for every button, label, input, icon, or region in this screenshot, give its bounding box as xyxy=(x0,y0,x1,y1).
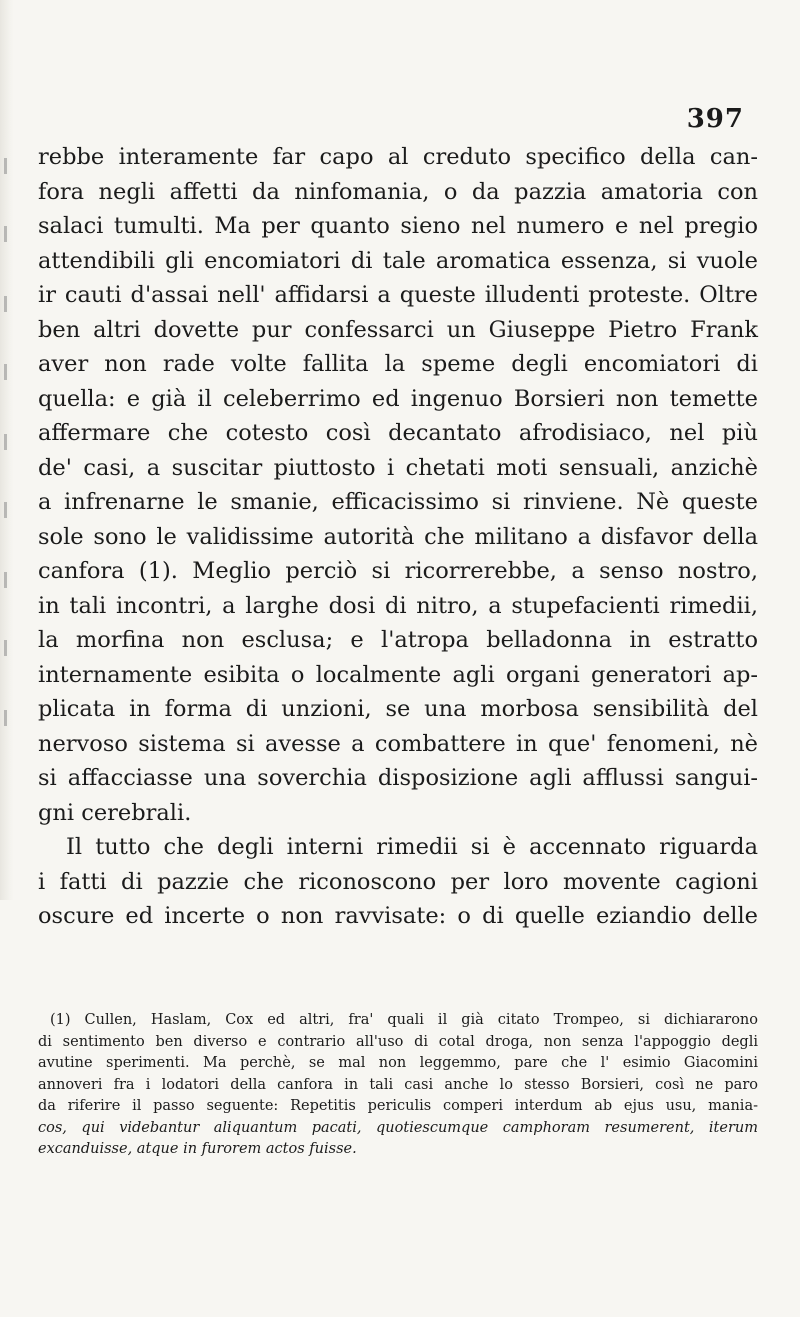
text-line: salaci tumulti. Ma per quanto sieno nel numero e nel pregio xyxy=(38,213,758,239)
text-line: Il tutto che degli interni rimedii si è accennato riguarda xyxy=(66,834,758,860)
footnote-line: da riferire il passo seguente: Repetitis periculis comperi interdum ab ejus usu, mania- xyxy=(38,1098,758,1114)
gutter-mark xyxy=(4,572,7,588)
text-line: oscure ed incerte o non ravvisate: o di quelle eziandio delle xyxy=(38,903,758,929)
page-number: 397 xyxy=(686,104,744,134)
text-line: gni cerebrali. xyxy=(38,799,192,826)
footnote-line: (1) Cullen, Haslam, Cox ed altri, fra' quali il già citato Trompeo, si dichiararono xyxy=(50,1012,758,1028)
text-line: fora negli affetti da ninfomania, o da pazzia amatoria con xyxy=(38,178,758,205)
text-line: canfora (1). Meglio perciò si ricorrerebbe, a senso nostro, xyxy=(38,558,758,584)
footnote-line: excanduisse, atque in furorem actos fuisse. xyxy=(38,1141,357,1157)
text-line: affermare che cotesto così decantato afrodisiaco, nel più xyxy=(38,420,758,446)
text-line: si affacciasse una soverchia disposizione agli afflussi sangui- xyxy=(38,765,758,791)
gutter-mark xyxy=(4,364,7,380)
text-line: rebbe interamente far capo al creduto specifico della can- xyxy=(38,144,758,170)
text-line: attendibili gli encomiatori di tale aromatica essenza, si vuole xyxy=(38,247,758,274)
footnote-line: cos, qui videbantur aliquantum pacati, quotiescumque camphoram resumerent, iterum xyxy=(38,1119,758,1136)
footnote-line: annoveri fra i lodatori della canfora in tali casi anche lo stesso Borsieri, così ne paro xyxy=(38,1076,758,1093)
text-line: de' casi, a suscitar piuttosto i chetati moti sensuali, anzichè xyxy=(38,454,758,481)
text-line: ir cauti d'assai nell' affidarsi a queste illudenti proteste. Oltre xyxy=(38,282,758,308)
text-line: plicata in forma di unzioni, se una morbosa sensibilità del xyxy=(38,696,758,722)
text-line: i fatti di pazzie che riconoscono per loro movente cagioni xyxy=(38,868,758,895)
gutter-mark xyxy=(4,434,7,450)
footnote-line: di sentimento ben diverso e contrario all'uso di cotal droga, non senza l'appoggio degli xyxy=(38,1033,758,1050)
gutter-mark xyxy=(4,226,7,242)
gutter-mark xyxy=(4,158,7,174)
body-text xyxy=(38,140,758,934)
text-line: la morfina non esclusa; e l'atropa belladonna in estratto xyxy=(38,627,758,653)
text-line: ben altri dovette pur confessarci un Giuseppe Pietro Frank xyxy=(38,316,758,343)
gutter-mark xyxy=(4,710,7,726)
gutter-mark xyxy=(4,296,7,312)
text-line: quella: e già il celeberrimo ed ingenuo Borsieri non temette xyxy=(38,385,758,412)
footnote-line: avutine sperimenti. Ma perchè, se mal non leggemmo, pare che l' esimio Giacomini xyxy=(38,1055,758,1071)
text-line: sole sono le validissime autorità che militano a disfavor della xyxy=(38,523,758,550)
gutter-mark xyxy=(4,502,7,518)
gutter-mark xyxy=(4,640,7,656)
text-line: internamente esibita o localmente agli organi generatori ap- xyxy=(38,661,758,688)
text-line: nervoso sistema si avesse a combattere in que' fenomeni, nè xyxy=(38,730,758,757)
binding-gutter xyxy=(0,0,14,900)
text-line: aver non rade volte fallita la speme degli encomiatori di xyxy=(38,351,758,377)
footnotes xyxy=(38,1010,758,1161)
text-line: in tali incontri, a larghe dosi di nitro, a stupefacienti rimedii, xyxy=(38,592,758,619)
text-line: a infrenarne le smanie, efficacissimo si rinviene. Nè queste xyxy=(38,489,758,515)
